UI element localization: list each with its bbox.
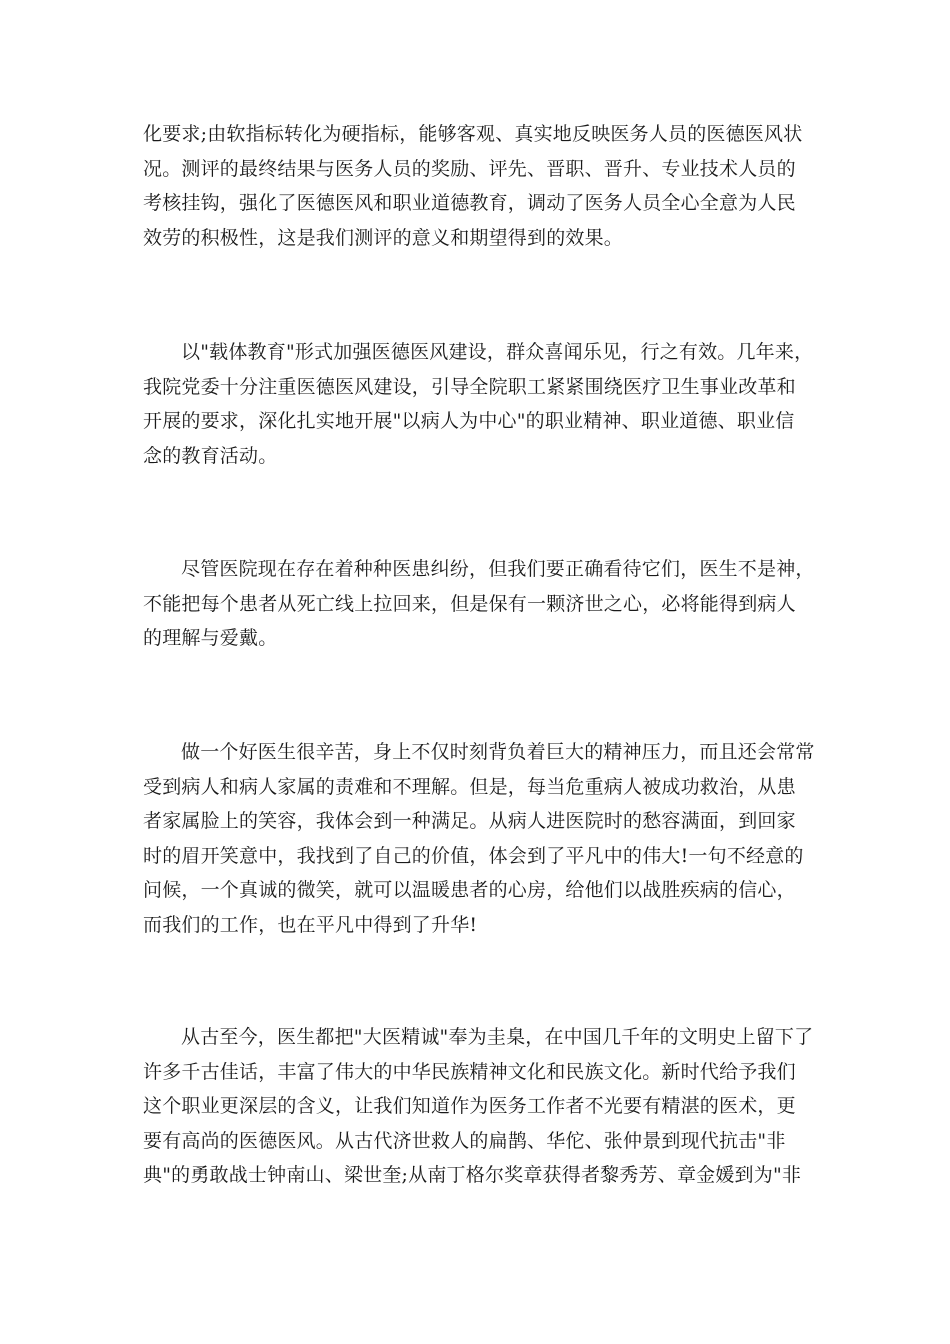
paragraph-medical-disputes [143, 552, 815, 656]
paragraph-medical-ethics-history [143, 1020, 814, 1193]
text-line: 时的眉开笑意中，我找到了自己的价值，体会到了平凡中的伟大!一句不经意的 [143, 844, 804, 867]
text-line: 开展的要求，深化扎实地开展"以病人为中心"的职业精神、职业道德、职业信 [143, 410, 795, 432]
text-line: 典"的勇敢战士钟南山、梁世奎;从南丁格尔奖章获得者黎秀芳、章金媛到为"非 [143, 1164, 802, 1186]
text-line: 者家属脸上的笑容，我体会到一种满足。从病人进医院时的愁容满面，到回家 [143, 810, 796, 832]
paragraph-evaluation-significance [143, 117, 807, 255]
text-line: 况。测评的最终结果与医务人员的奖励、评先、晋职、晋升、专业技术人员的 [143, 157, 796, 180]
text-line: 考核挂钩，强化了医德医风和职业道德教育，调动了医务人员全心全意为人民 [143, 192, 796, 214]
text-line: 不能把每个患者从死亡线上拉回来，但是保有一颗济世之心，必将能得到病人 [143, 592, 796, 615]
text-line: 许多千古佳话，丰富了伟大的中华民族精神文化和民族文化。新时代给予我们 [143, 1060, 796, 1083]
text-line: 做一个好医生很辛苦，身上不仅时刻背负着巨大的精神压力，而且还会常常 [181, 741, 815, 763]
text-line: 从古至今，医生都把"大医精诚"奉为圭臬，在中国几千年的文明史上留下了 [181, 1026, 814, 1048]
text-line: 以"载体教育"形式加强医德医风建设，群众喜闻乐见，行之有效。几年来， [181, 341, 814, 363]
text-line: 这个职业更深层的含义，让我们知道作为医务工作者不光要有精湛的医术，更 [143, 1095, 796, 1117]
text-line: 尽管医院现在存在着种种医患纠纷，但我们要正确看待它们，医生不是神， [181, 558, 815, 580]
text-line: 受到病人和病人家属的责难和不理解。但是，每当危重病人被成功救治，从患 [143, 775, 796, 798]
text-line: 效劳的积极性，这是我们测评的意义和期望得到的效果。 [143, 226, 624, 249]
text-line: 化要求;由软指标转化为硬指标，能够客观、真实地反映医务人员的医德医风状 [143, 123, 803, 145]
text-line: 问候，一个真诚的微笑，就可以温暖患者的心房，给他们以战胜疾病的信心， [143, 879, 796, 901]
paragraph-carrier-education [143, 335, 814, 473]
text-line: 念的教育活动。 [143, 444, 278, 467]
text-line: 的理解与爱戴。 [143, 627, 278, 649]
paragraph-good-doctor [143, 735, 815, 942]
text-line: 而我们的工作，也在平凡中得到了升华! [143, 913, 478, 936]
text-line: 要有高尚的医德医风。从古代济世救人的扁鹊、华佗、张仲景到现代抗击"非 [143, 1129, 786, 1152]
text-line: 我院党委十分注重医德医风建设，引导全院职工紧紧围绕医疗卫生事业改革和 [143, 375, 796, 398]
